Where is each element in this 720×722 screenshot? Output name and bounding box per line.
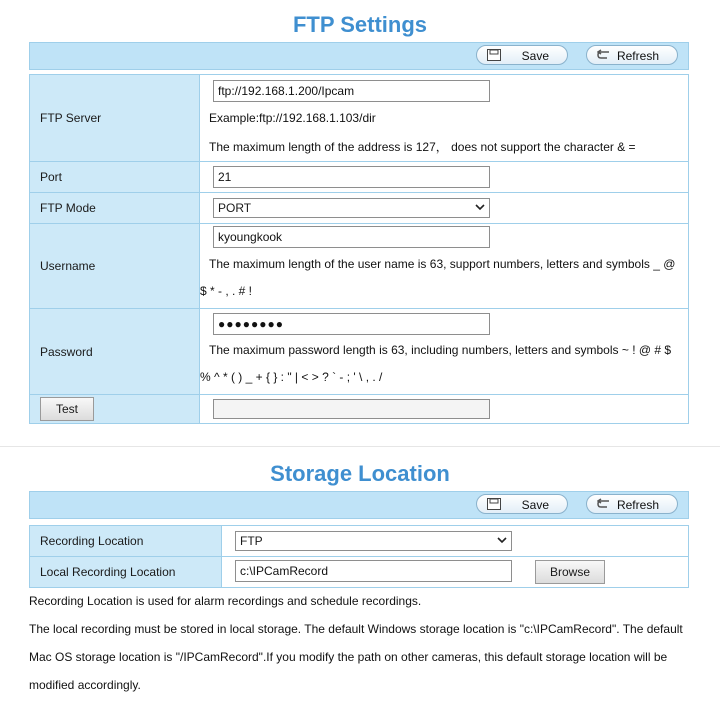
password-hint-line1: The maximum password length is 63, including numbers, letters and symbols ~ ! @ # $ [209,343,672,357]
storage-refresh-label: Refresh [616,498,659,512]
recording-location-label: Recording Location [30,526,222,557]
local-recording-location-row [30,557,689,588]
storage-location-panel [0,446,720,722]
ftp-save-button[interactable] [476,45,568,65]
refresh-arrow-icon [597,49,611,61]
username-input[interactable]: kyoungkook [213,226,490,248]
ftp-settings-title: FTP Settings [292,12,428,37]
storage-note-3: Mac OS storage location is "/IPCamRecord".If you modify the path on other cameras, this default storage location will be [29,650,668,664]
ftp-server-row [30,75,689,162]
chevron-down-icon [497,535,507,545]
ftp-server-hint: The maximum length of the address is 127， does not support the character & = [209,140,636,154]
ftp-mode-select[interactable] [213,198,490,218]
browse-button[interactable]: Browse [535,560,605,584]
storage-note-2: The local recording must be stored in local storage. The default Windows storage location is "c:\IPCamRecord". The default [29,622,683,636]
floppy-disk-icon [487,498,501,510]
ftp-save-label: Save [521,49,549,63]
username-row [30,224,689,309]
test-row [30,395,689,424]
ftp-mode-row [30,193,689,224]
test-result-field [213,399,490,419]
recording-location-row [30,526,689,557]
username-label: Username [30,224,200,309]
recording-location-value: FTP [240,534,263,548]
password-hint-line2: % ^ * ( ) _ + { } : " | < > ? ` - ; ' \ , . / [200,370,383,384]
refresh-arrow-icon [597,498,611,510]
port-label: Port [30,162,200,193]
local-recording-location-input[interactable]: c:\IPCamRecord [235,560,512,582]
ftp-refresh-label: Refresh [616,49,659,63]
password-row [30,309,689,395]
storage-refresh-button[interactable] [586,494,678,514]
chevron-down-icon [475,202,485,212]
username-hint-line2: $ * - , . # ! [200,284,253,298]
username-hint-line1: The maximum length of the user name is 63, support numbers, letters and symbols _ @ [209,257,676,271]
ftp-server-input[interactable]: ftp://192.168.1.200/Ipcam [213,80,490,102]
test-button[interactable]: Test [40,397,94,421]
storage-save-button[interactable] [476,494,568,514]
floppy-disk-icon [487,49,501,61]
port-row [30,162,689,193]
storage-save-label: Save [521,498,549,512]
ftp-refresh-button[interactable] [586,45,678,65]
storage-toolbar [29,491,689,519]
storage-location-form [29,525,689,588]
ftp-server-label: FTP Server [30,75,200,162]
ftp-toolbar [29,42,689,70]
password-label: Password [30,309,200,395]
ftp-mode-value: PORT [218,201,252,215]
ftp-server-example: Example:ftp://192.168.1.103/dir [209,111,376,125]
password-input[interactable]: ●●●●●●●● [213,313,490,335]
local-recording-location-label: Local Recording Location [30,557,222,588]
port-input[interactable]: 21 [213,166,490,188]
recording-location-select[interactable] [235,531,512,551]
ftp-mode-label: FTP Mode [30,193,200,224]
storage-note-4: modified accordingly. [29,678,141,692]
storage-location-title: Storage Location [270,461,450,486]
ftp-settings-form [29,74,689,424]
storage-note-1: Recording Location is used for alarm recordings and schedule recordings. [29,594,422,608]
